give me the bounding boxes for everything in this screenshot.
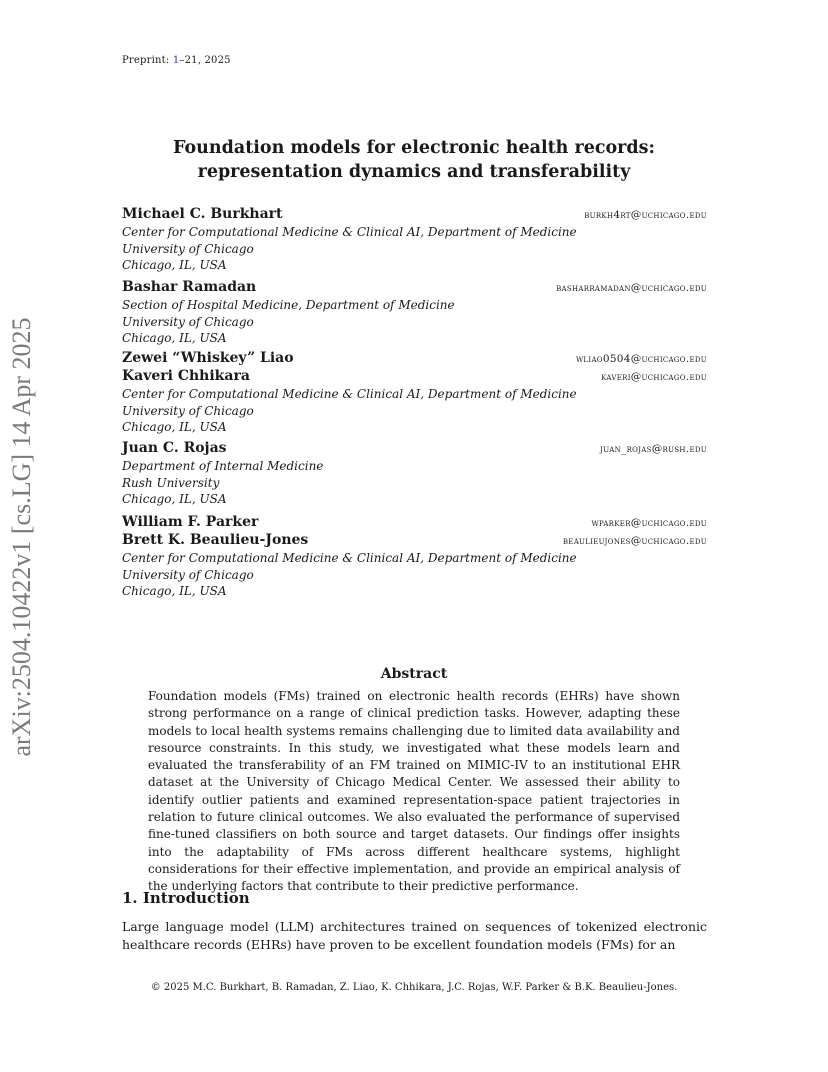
author-block [122, 206, 707, 274]
author-email[interactable]: burkh4rt@uchicago.edu [584, 209, 707, 221]
abstract-text: Foundation models (FMs) trained on electronic health records (EHRs) have shown strong performance on a range of clinical prediction tasks. However, adapting these models to local health systems remains challenging due to limited data availability and resource constraints. In this study, we investigated what these models learn and evaluated the transferability of an FM trained on MIMIC-IV to an institutional EHR dataset at the University of Chicago Medical Center. We assessed their ability to identify outlier patients and examined representation-space patient trajectories in relation to future clinical outcomes. We also evaluated the performance of supervised fine-tuned classifiers on both source and target datasets. Our findings offer insights into the adaptability of FMs across different healthcare systems, highlight considerations for their effective implementation, and provide an empirical analysis of the underlying factors that contribute to their predictive performance. [148, 689, 680, 894]
author-row [122, 440, 707, 458]
arxiv-identifier: arXiv:2504.10422v1 [cs.LG] 14 Apr 2025 [7, 317, 36, 757]
author-email[interactable]: kaveri@uchicago.edu [601, 371, 707, 383]
author-block [122, 440, 707, 508]
affiliation-line: Chicago, IL, USA [122, 420, 227, 434]
page-link[interactable]: 1 [172, 55, 180, 66]
author-block [122, 350, 707, 436]
author-email[interactable]: wparker@uchicago.edu [591, 517, 707, 529]
author-email[interactable]: wliao0504@uchicago.edu [575, 353, 707, 365]
affiliation-line: University of Chicago [122, 241, 254, 256]
author-block [122, 279, 707, 347]
preprint-label: Preprint: [122, 55, 173, 66]
author-row [122, 514, 707, 532]
affiliation-line: Chicago, IL, USA [122, 258, 227, 272]
preprint-header [122, 55, 231, 66]
affiliation-line: Chicago, IL, USA [122, 331, 227, 345]
author-name: Zewei “Whiskey” Liao [122, 350, 294, 366]
section-heading-introduction: 1. Introduction [122, 889, 250, 907]
author-row [122, 532, 707, 550]
affiliation-line: Department of Internal Medicine [122, 459, 324, 473]
author-email[interactable]: basharramadan@uchicago.edu [556, 282, 707, 294]
author-name: Bashar Ramadan [122, 279, 257, 295]
title-line-1: Foundation models for electronic health records: [173, 138, 655, 158]
affiliation-line: Section of Hospital Medicine, Department of Medicine [122, 298, 455, 312]
affiliation-line: Rush University [122, 475, 220, 490]
author-name: Juan C. Rojas [122, 440, 227, 456]
affiliation-line: University of Chicago [122, 314, 254, 329]
affiliation-line: Chicago, IL, USA [122, 584, 227, 598]
affiliation-line: University of Chicago [122, 567, 254, 582]
affiliation-line: Center for Computational Medicine & Clinical AI, Department of Medicine [122, 225, 577, 239]
copyright-footer: © 2025 M.C. Burkhart, B. Ramadan, Z. Liao, K. Chhikara, J.C. Rojas, W.F. Parker & B.K. Beaulieu-Jones. [150, 982, 678, 993]
title-line-2: representation dynamics and transferability [197, 162, 631, 182]
author-row [122, 279, 707, 297]
paper-title [0, 136, 828, 184]
introduction-text: Large language model (LLM) architectures trained on sequences of tokenized electronic healthcare records (EHRs) have proven to be excellent foundation models (FMs) for an [122, 919, 707, 952]
abstract-heading: Abstract [380, 666, 448, 682]
author-row [122, 368, 707, 386]
author-name: Brett K. Beaulieu-Jones [122, 532, 309, 548]
affiliation-line: Chicago, IL, USA [122, 492, 227, 506]
author-name: Michael C. Burkhart [122, 206, 283, 222]
author-email[interactable]: juan_rojas@rush.edu [600, 443, 707, 455]
author-name: William F. Parker [122, 514, 259, 530]
author-name: Kaveri Chhikara [122, 368, 250, 384]
author-email[interactable]: beaulieujones@uchicago.edu [562, 535, 707, 547]
affiliation-line: Center for Computational Medicine & Clinical AI, Department of Medicine [122, 551, 577, 565]
author-block [122, 514, 707, 600]
page-range-year: –21, 2025 [179, 55, 231, 66]
author-row [122, 350, 707, 368]
author-row [122, 206, 707, 224]
affiliation-line: University of Chicago [122, 403, 254, 418]
affiliation-line: Center for Computational Medicine & Clinical AI, Department of Medicine [122, 387, 577, 401]
